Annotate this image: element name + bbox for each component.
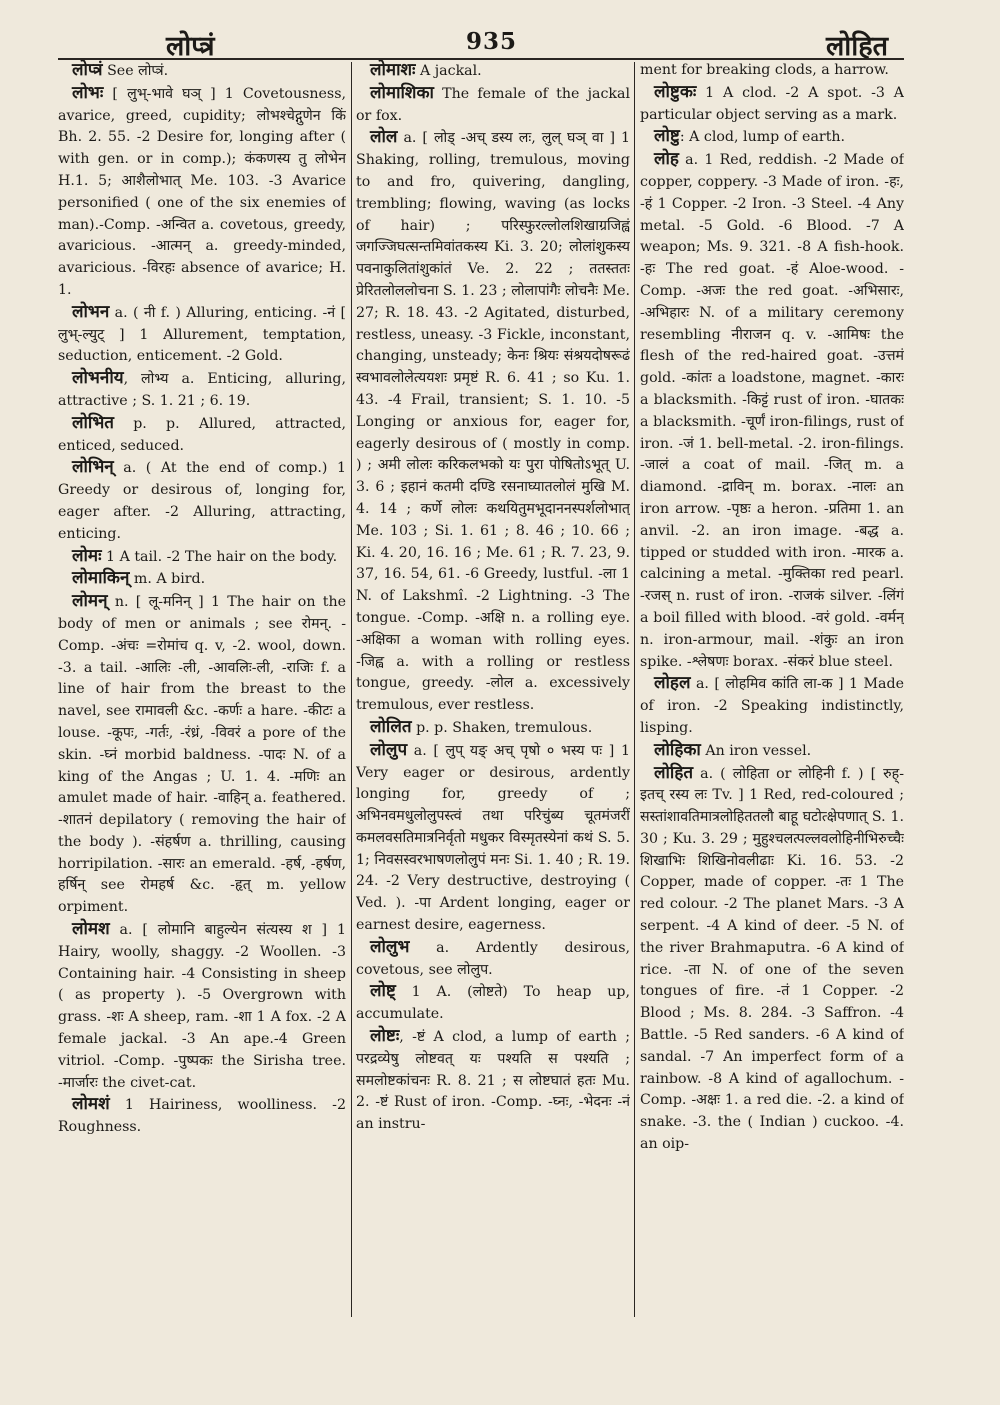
entry-definition: a. 1 Red, reddish. -2 Made of copper, coppery. -3 Made of iron. -हः, -हं 1 Copper. -2 Iron. -3 Steel. -4 Any metal. -5 Gold. -6 Blood. -7 A weapon; Ms. 9. 321. -8 A fish-hook. -हः The red goat. -हं Aloe-wood. -Comp. -अजः the red goat. -अभिसारः, -अभिहारः N. of a military ceremony resembling नीराजन q. v. -आमिषः the flesh of the red-haired goat. -उत्तमं gold. -कांतः a loadstone, magnet. -कारः a blacksmith. -किट्टं rust of iron. -घातकः a blacksmith. -चूर्णं iron-filings, rust of iron. -जं 1. bell-metal. -2. iron-filings. -जालं a coat of mail. -जित् m. a diamond. -द्राविन् m. borax. -नालः an iron arrow. -पृष्ठः a heron. -प्रतिमा 1. an anvil. -2. an iron image. -बद्ध a. tipped or studded with iron. -मारक a. calcining a metal. -मुक्तिका red pearl. -रजस् n. rust of iron. -राजकं silver. -लिंगं a boil filled with blood. -वरं gold. -वर्मन् n. iron-armour, mail. -शंकुः an iron spike. -श्लेषणः borax. -संकरं blue steel. <box>640 152 904 670</box>
entry-headword: लोलुप <box>370 739 408 760</box>
dictionary-entry <box>640 673 904 739</box>
entry-headword: लोमाशिका <box>370 82 434 103</box>
column-1 <box>58 60 346 1139</box>
page-header <box>58 22 948 62</box>
entry-headword: लोष्टः <box>370 1026 400 1047</box>
dictionary-entry <box>640 149 904 673</box>
entry-headword: लोभनीय <box>72 368 124 389</box>
column-2 <box>356 60 630 1136</box>
dictionary-entry <box>640 763 904 1156</box>
entry-definition: See लोप्त्रं. <box>102 63 169 79</box>
entry-headword: लोभिन् <box>72 457 114 478</box>
dictionary-entry <box>356 717 630 740</box>
entry-headword: लोभित <box>72 412 114 433</box>
column-divider <box>351 62 352 1317</box>
entry-definition: a. [ लोहमिव कांति ला-क ] 1 Made of iron. -2 Speaking indistinctly, lisping. <box>640 676 904 736</box>
entry-definition: A jackal. <box>415 63 482 79</box>
entry-headword: लोभः <box>72 82 104 103</box>
page-number: 935 <box>466 28 518 55</box>
dictionary-entry <box>58 60 346 83</box>
entry-headword: लोष्ट् <box>370 981 396 1002</box>
dictionary-entry <box>356 937 630 982</box>
column-3 <box>640 60 904 1156</box>
entry-headword: लोमशं <box>72 1094 110 1115</box>
entry-definition: ment for breaking clods, a harrow. <box>640 62 889 78</box>
entry-definition: 1 A tail. -2 The hair on the body. <box>101 548 338 565</box>
entry-definition: [ लुभ्-भावे घञ् ] 1 Covetousness, avarice, greed, cupidity; लोभश्चेद्गुणेन किं Bh. 2. 55. -2 Desire for, longing after ( with gen. or in comp.); कंकणस्य तु लोभेन H.1. 5; आशैलोभात् Me. 103. -3 Avarice personified ( one of the six enemies of man).-Comp. -अन्वित a. covetous, greedy, avaricious. -आत्मन् a. greedy-minded, avaricious. -विरहः absence of avarice; H. 1. <box>58 85 346 298</box>
entry-definition: a. ( लोहिता or लोहिनी f. ) [ रुह्-इतच् रस्य लः Tv. ] 1 Red, red-coloured ; सस्तांशावतिमात्रलोहिततलौ बाहू घटोत्क्षेपणात् S. 1. 30 ; Ku. 3. 29 ; मुहुश्चलत्पल्लवलोहिनीभिरुच्चैः शिखाभिः शिखिनोवलीढाः Ki. 16. 53. -2 Copper, made of copper. -तः 1 The red colour. -2 The planet Mars. -3 A serpent. -4 A kind of deer. -5 N. of the river Brahmaputra. -6 A kind of rice. -ता N. of one of the seven tongues of fire. -तं 1 Copper. -2 Blood ; Ms. 8. 284. -3 Saffron. -4 Battle. -5 Red sanders. -6 A kind of sandal. -7 An imperfect form of a rainbow. -8 A kind of agallochum. -Comp. -अक्षः 1. a red die. -2. a kind of snake. -3. the ( Indian ) cuckoo. -4. an oip- <box>640 765 904 1153</box>
dictionary-entry <box>58 413 346 458</box>
entry-definition: 1 Hairiness, woolliness. -2 Roughness. <box>58 1097 346 1136</box>
dictionary-entry <box>640 60 904 82</box>
entry-definition: The female of the jackal or fox. <box>356 85 630 124</box>
entry-headword: लोभन <box>72 301 110 322</box>
entry-definition: , -ष्टं A clod, a lump of earth ; परद्रव्येषु लोष्टवत् यः पश्यति स पश्यति ; समलोष्टकांचनः R. 8. 21 ; स लोष्टघातं हतः Mu. 2. -ष्टं Rust of iron. -Comp. -घ्नः, -भेदनः -नं an instru- <box>356 1029 630 1133</box>
entry-definition: 1 A. (लोष्टते) To heap up, accumulate. <box>356 984 630 1023</box>
dictionary-entry <box>640 82 904 127</box>
dictionary-entry <box>58 83 346 302</box>
entry-definition: m. A bird. <box>129 571 206 588</box>
entry-headword: लोह <box>654 149 679 170</box>
entry-definition: a. ( At the end of comp.) 1 Greedy or desirous of, longing for, eager after. -2 Alluring, attracting, enticing. <box>58 460 346 542</box>
dictionary-entry <box>356 60 630 83</box>
entry-headword: लोमाकिन् <box>72 568 130 589</box>
entry-headword: लोमाशः <box>370 60 416 80</box>
entry-definition: a. ( नी f. ) Alluring, enticing. -नं [ लुभ्-ल्युट् ] 1 Allurement, temptation, seduction, enticement. -2 Gold. <box>58 304 346 365</box>
entry-headword: लोमश <box>72 919 110 940</box>
dictionary-entry <box>58 919 346 1094</box>
dictionary-entry <box>58 302 346 368</box>
entry-definition: , लोभ्य a. Enticing, alluring, attractive ; S. 1. 21 ; 6. 19. <box>58 371 346 409</box>
dictionary-entry <box>58 457 346 545</box>
dictionary-entry <box>640 740 904 763</box>
header-first-entry: लोप्त्रं <box>166 31 215 62</box>
entry-definition: a. Ardently desirous, covetous, see लोलुप. <box>356 939 630 978</box>
entry-headword: लोप्त्रं <box>72 60 103 80</box>
entry-definition: p. p. Allured, attracted, enticed, seduced. <box>58 415 346 454</box>
entry-definition: a. [ लोमानि बाहुल्येन संत्यस्य श ] 1 Hairy, woolly, shaggy. -2 Woollen. -3 Containing hair. -4 Consisting in sheep ( as property ). -5 Overgrown with grass. -शः A sheep, ram. -शा 1 A fox. -2 A female jackal. -3 An ape.-4 Green vitriol. -Comp. -पुष्पकः the Sirisha tree. -मार्जारः the civet-cat. <box>58 922 346 1091</box>
entry-definition: 1 A clod. -2 A spot. -3 A particular object serving as a mark. <box>640 84 904 123</box>
dictionary-entry <box>58 568 346 591</box>
entry-headword: लोल <box>370 127 398 148</box>
column-divider <box>634 62 635 1317</box>
entry-headword: लोलित <box>370 716 412 737</box>
entry-definition: a. [ लुप् यङ् अच् पृषो ० भस्य पः ] 1 Very eager or desirous, ardently longing for, greedy of ; अभिनवमधुलोलुपस्त्वं तथा परिचुंब्य चूतमंजरीं कमलवसतिमात्रनिर्वृतो मधुकर विस्मृतस्येनां कथं S. 5. 1; निवसस्वरभाषणलोलुपं मनः Si. 1. 40 ; R. 19. 24. -2 Very destructive, destroying ( Ved. ). -पा Ardent longing, eager or earnest desire, eagerness. <box>356 742 630 934</box>
dictionary-entry <box>58 368 346 413</box>
entry-headword: लोलुभ <box>370 936 410 957</box>
entry-headword: लोमन् <box>72 591 108 612</box>
entry-definition: p. p. Shaken, tremulous. <box>411 719 593 736</box>
entry-definition: a. [ लोड् -अच् डस्य लः, लुल् घञ् वा ] 1 Shaking, rolling, tremulous, moving to and fro, quivering, dangling, trembling; flowing, waving (as locks of hair) ; परिस्फुरल्लोलशिखाग्रजिह्वं जगज्जिघत्सन्तमिवांतकस्य Ki. 3. 20; लोलांशुकस्य पवनाकुलितांशुकांतं Ve. 2. 22 ; ततस्ततः प्रेरितलोललोचना S. 1. 23 ; लोलापांगैः लोचनैः Me. 27; R. 18. 43. -2 Agitated, disturbed, restless, uneasy. -3 Fickle, inconstant, changing, unsteady; केनः श्रियः संश्रयदोषरूढं स्वभावलोलेत्ययशः प्रमृष्टं R. 6. 41 ; so Ku. 1. 43. -4 Frail, transient; S. 1. 10. -5 Longing or anxious for, eager for, eagerly desirous of ( mostly in comp. ) ; अमी लोलः करिकलभको यः पुरा पोषितोऽभूत् U. 3. 6 ; इहानं कतमी दण्डि रसनाघ्यातलोलं मुखि M. 4. 14 ; कर्णे लोलः कथयितुमभूदाननस्पर्शलोभात् Me. 103 ; Si. 1. 61 ; 8. 46 ; 10. 66 ; Ki. 4. 20, 16. 16 ; Me. 61 ; R. 7. 23, 9. 37, 16. 54, 61. -6 Greedy, lustful. -ला 1 N. of Lakshmî. -2 Lightning. -3 The tongue. -Comp. -अक्षि n. a rolling eye. -अक्षिका a woman with rolling eyes. -जिह्व a. with a rolling or restless tongue, greedy. -लोल a. excessively tremulous, ever restless. <box>356 130 630 714</box>
entry-headword: लोहिका <box>654 739 701 760</box>
dictionary-entry <box>356 1026 630 1136</box>
dictionary-entry <box>356 981 630 1026</box>
entry-headword: लोष्टुकः <box>654 81 697 102</box>
dictionary-entry <box>356 83 630 128</box>
dictionary-entry <box>640 126 904 149</box>
header-last-entry: लोहित <box>825 31 888 62</box>
entry-definition: n. [ लू-मनिन् ] 1 The hair on the body of men or animals ; see रोमन्. -Comp. -अंचः =रोमांच q. v, -2. wool, down. -3. a tail. -आलिः -ली, -आवलिः-ली, -राजिः f. a line of hair from the breast to the navel, see रामावली &c. -कर्णः a hare. -कीटः a louse. -कूपः, -गर्तः, -रंध्रं, -विवरं a pore of the skin. -घ्नं morbid baldness. -पादः N. of a king of the Angas ; U. 1. 4. -मणिः an amulet made of hair. -वाहिन् a. feathered. -शातनं depilatory ( removing the hair of the body ). -संहर्षण a. thrilling, causing horripilation. -सारः an emerald. -हर्ष, -हर्षण, हर्षिन् see रोमहर्ष &c. -हृत् m. yellow orpiment. <box>58 594 346 916</box>
dictionary-entry <box>58 591 346 919</box>
dictionary-entry <box>356 740 630 937</box>
entry-definition: An iron vessel. <box>700 742 812 759</box>
entry-headword: लोष्टु <box>654 126 680 147</box>
dictionary-entry <box>58 1094 346 1139</box>
entry-definition: : A clod, lump of earth. <box>679 129 846 146</box>
entry-headword: लोमः <box>72 545 102 566</box>
dictionary-entry <box>356 127 630 717</box>
entry-headword: लोहल <box>654 673 691 694</box>
dictionary-entry <box>58 546 346 569</box>
entry-headword: लोहित <box>654 762 694 783</box>
